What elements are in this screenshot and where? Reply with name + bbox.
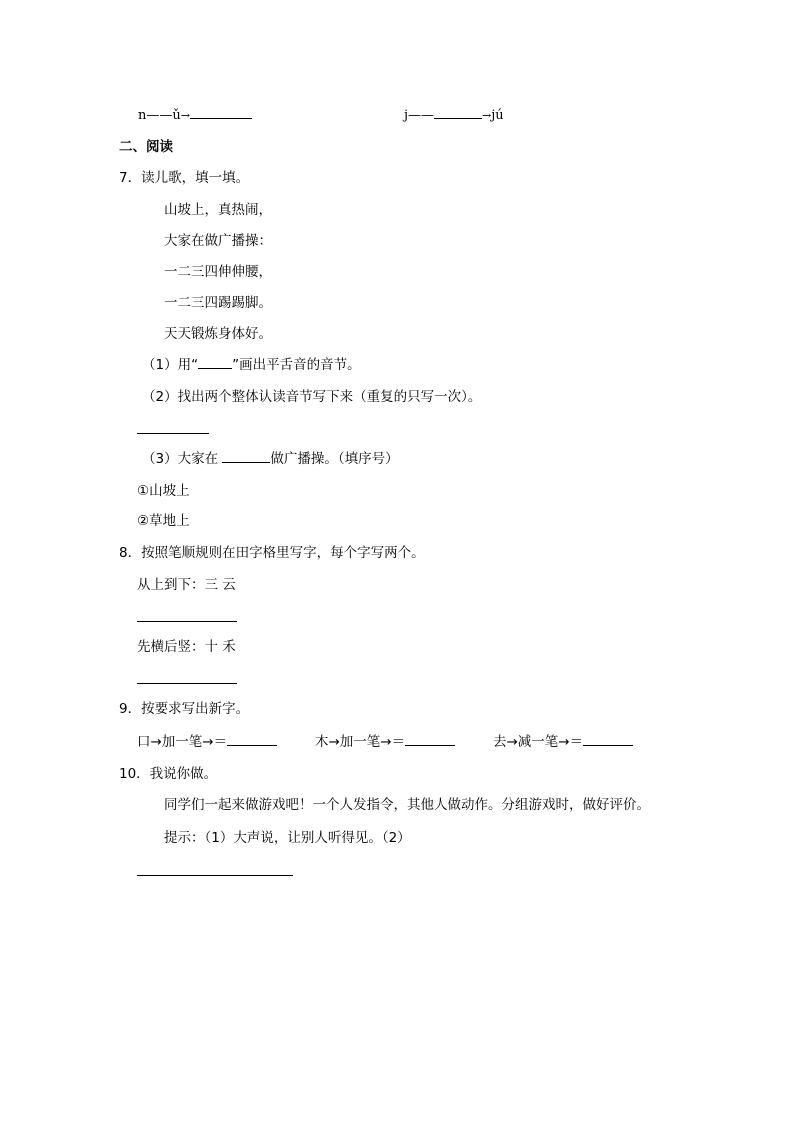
option-2: ②草地上	[137, 513, 190, 529]
answer-line[interactable]	[137, 875, 293, 876]
pinyin-item-right	[404, 106, 504, 125]
new-char-blank[interactable]	[405, 733, 455, 746]
question-7-sub3	[142, 450, 399, 468]
poem-line: 大家在做广播操：	[164, 233, 272, 249]
new-char-text: 口→加一笔→＝	[137, 734, 228, 750]
new-char-blank[interactable]	[583, 733, 633, 746]
pinyin-left-text: n——ǔ	[138, 108, 181, 123]
question-7-sub1	[142, 356, 361, 374]
sub1-text-b: ”画出平舌音的音节。	[232, 357, 361, 373]
poem-line: 山坡上，真热闹，	[164, 202, 272, 218]
new-char-text: 去→减一笔→＝	[493, 734, 584, 750]
question-10-hint: 提示：（1）大声说，让别人听得见。（2）	[164, 830, 411, 846]
pinyin-right-blank[interactable]	[434, 106, 482, 119]
sub1-text-a: （1）用“	[142, 357, 199, 373]
answer-line[interactable]	[137, 683, 237, 684]
new-char-item-1	[137, 733, 277, 751]
new-char-item-3	[493, 733, 633, 751]
question-8-label: 8．按照笔顺规则在田字格里写字，每个字写两个。	[119, 545, 425, 561]
new-char-text: 木→加一笔→＝	[315, 734, 406, 750]
sub1-blank[interactable]	[198, 356, 232, 369]
sub3-text-b: 做广播操。（填序号）	[270, 451, 399, 467]
pinyin-right-result: jú	[491, 108, 504, 123]
option-1: ①山坡上	[137, 483, 190, 499]
section-title: 二、阅读	[119, 139, 173, 155]
stroke-rule-2: 先横后竖：十 禾	[137, 639, 236, 655]
new-char-item-2	[315, 733, 455, 751]
poem-line: 一二三四踢踢脚。	[164, 295, 272, 311]
poem-line: 天天锻炼身体好。	[164, 326, 272, 342]
pinyin-left-blank[interactable]	[190, 106, 252, 119]
question-10-label: 10．我说你做。	[119, 766, 218, 782]
sub3-text-a: （3）大家在	[142, 451, 223, 467]
arrow-icon: →	[180, 109, 190, 122]
question-10-text: 同学们一起来做游戏吧！一个人发指令，其他人做动作。分组游戏时，做好评价。	[164, 797, 650, 813]
answer-line[interactable]	[137, 621, 237, 622]
arrow-icon: →	[482, 109, 492, 122]
new-char-blank[interactable]	[227, 733, 277, 746]
question-9-label: 9．按要求写出新字。	[119, 701, 250, 717]
pinyin-right-text: j——	[404, 108, 435, 123]
answer-line[interactable]	[137, 433, 209, 434]
pinyin-item-left	[138, 106, 252, 125]
sub3-blank[interactable]	[222, 450, 270, 463]
question-7-sub2: （2）找出两个整体认读音节写下来（重复的只写一次）。	[142, 389, 482, 405]
stroke-rule-1: 从上到下：三 云	[137, 577, 236, 593]
question-7-label: 7．读儿歌，填一填。	[119, 170, 250, 186]
poem-line: 一二三四伸伸腰，	[164, 264, 272, 280]
